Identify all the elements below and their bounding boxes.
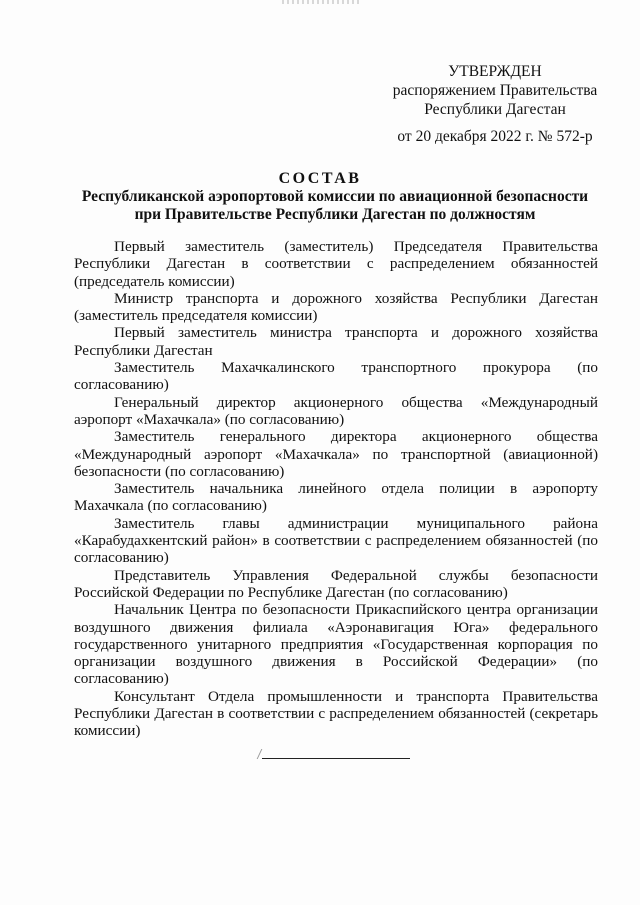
member-item: Консультант Отдела промышленности и транспорта Правительства Республики Дагестан в соответствии с распределением обязанностей (секретарь комиссии) [74, 687, 598, 740]
member-item: Заместитель генерального директора акционерного общества «Международный аэропорт «Махачкала» по транспортной (авиационной) безопасности (по согласованию) [74, 428, 598, 480]
approval-heading: УТВЕРЖДЕН [448, 63, 542, 80]
member-item: Начальник Центра по безопасности Прикаспийского центра организации воздушного движения филиала «Аэронавигация Юга» федерального государственного унитарного предприятия «Государственная корпорация по организации воздушного движения в Российской Федерации» (по согласованию) [74, 601, 598, 688]
member-item: Заместитель Махачкалинского транспортного прокурора (по согласованию) [74, 359, 598, 394]
approval-stamp [380, 62, 610, 146]
member-item: Министр транспорта и дорожного хозяйства Республики Дагестан (заместитель председателя комиссии) [74, 289, 598, 325]
member-item: Заместитель главы администрации муниципального района «Карабудахкентский район» в соответствии с распределением обязанностей (по согласованию) [74, 514, 598, 567]
member-item: Первый заместитель министра транспорта и дорожного хозяйства Республики Дагестан [74, 324, 598, 359]
approval-date: от 20 декабря 2022 г. № 572-р [397, 128, 593, 145]
member-item: Первый заместитель (заместитель) Председателя Правительства Республики Дагестан в соответствии с распределением обязанностей (председатель комиссии) [74, 238, 598, 290]
member-item: Заместитель начальника линейного отдела полиции в аэропорту Махачкала (по согласованию) [74, 480, 598, 515]
approval-authority: распоряжением Правительства [392, 82, 598, 99]
subtitle-line-1: Республиканской аэропортовой комиссии по авиационной безопасности [81, 188, 589, 205]
document-title: СОСТАВ [278, 170, 362, 187]
scan-artifact [282, 0, 362, 4]
member-item: Представитель Управления Федеральной службы безопасности Российской Федерации по Республике Дагестан (по согласованию) [74, 566, 598, 601]
closing-rule [262, 758, 410, 759]
approval-republic: Республики Дагестан [424, 101, 566, 118]
subtitle-line-2: при Правительстве Республики Дагестан по должностям [134, 206, 536, 223]
document-subtitle [70, 188, 600, 224]
member-item: Генеральный директор акционерного общества «Международный аэропорт «Махачкала» (по согласованию) [74, 393, 598, 428]
member-list [74, 238, 598, 740]
